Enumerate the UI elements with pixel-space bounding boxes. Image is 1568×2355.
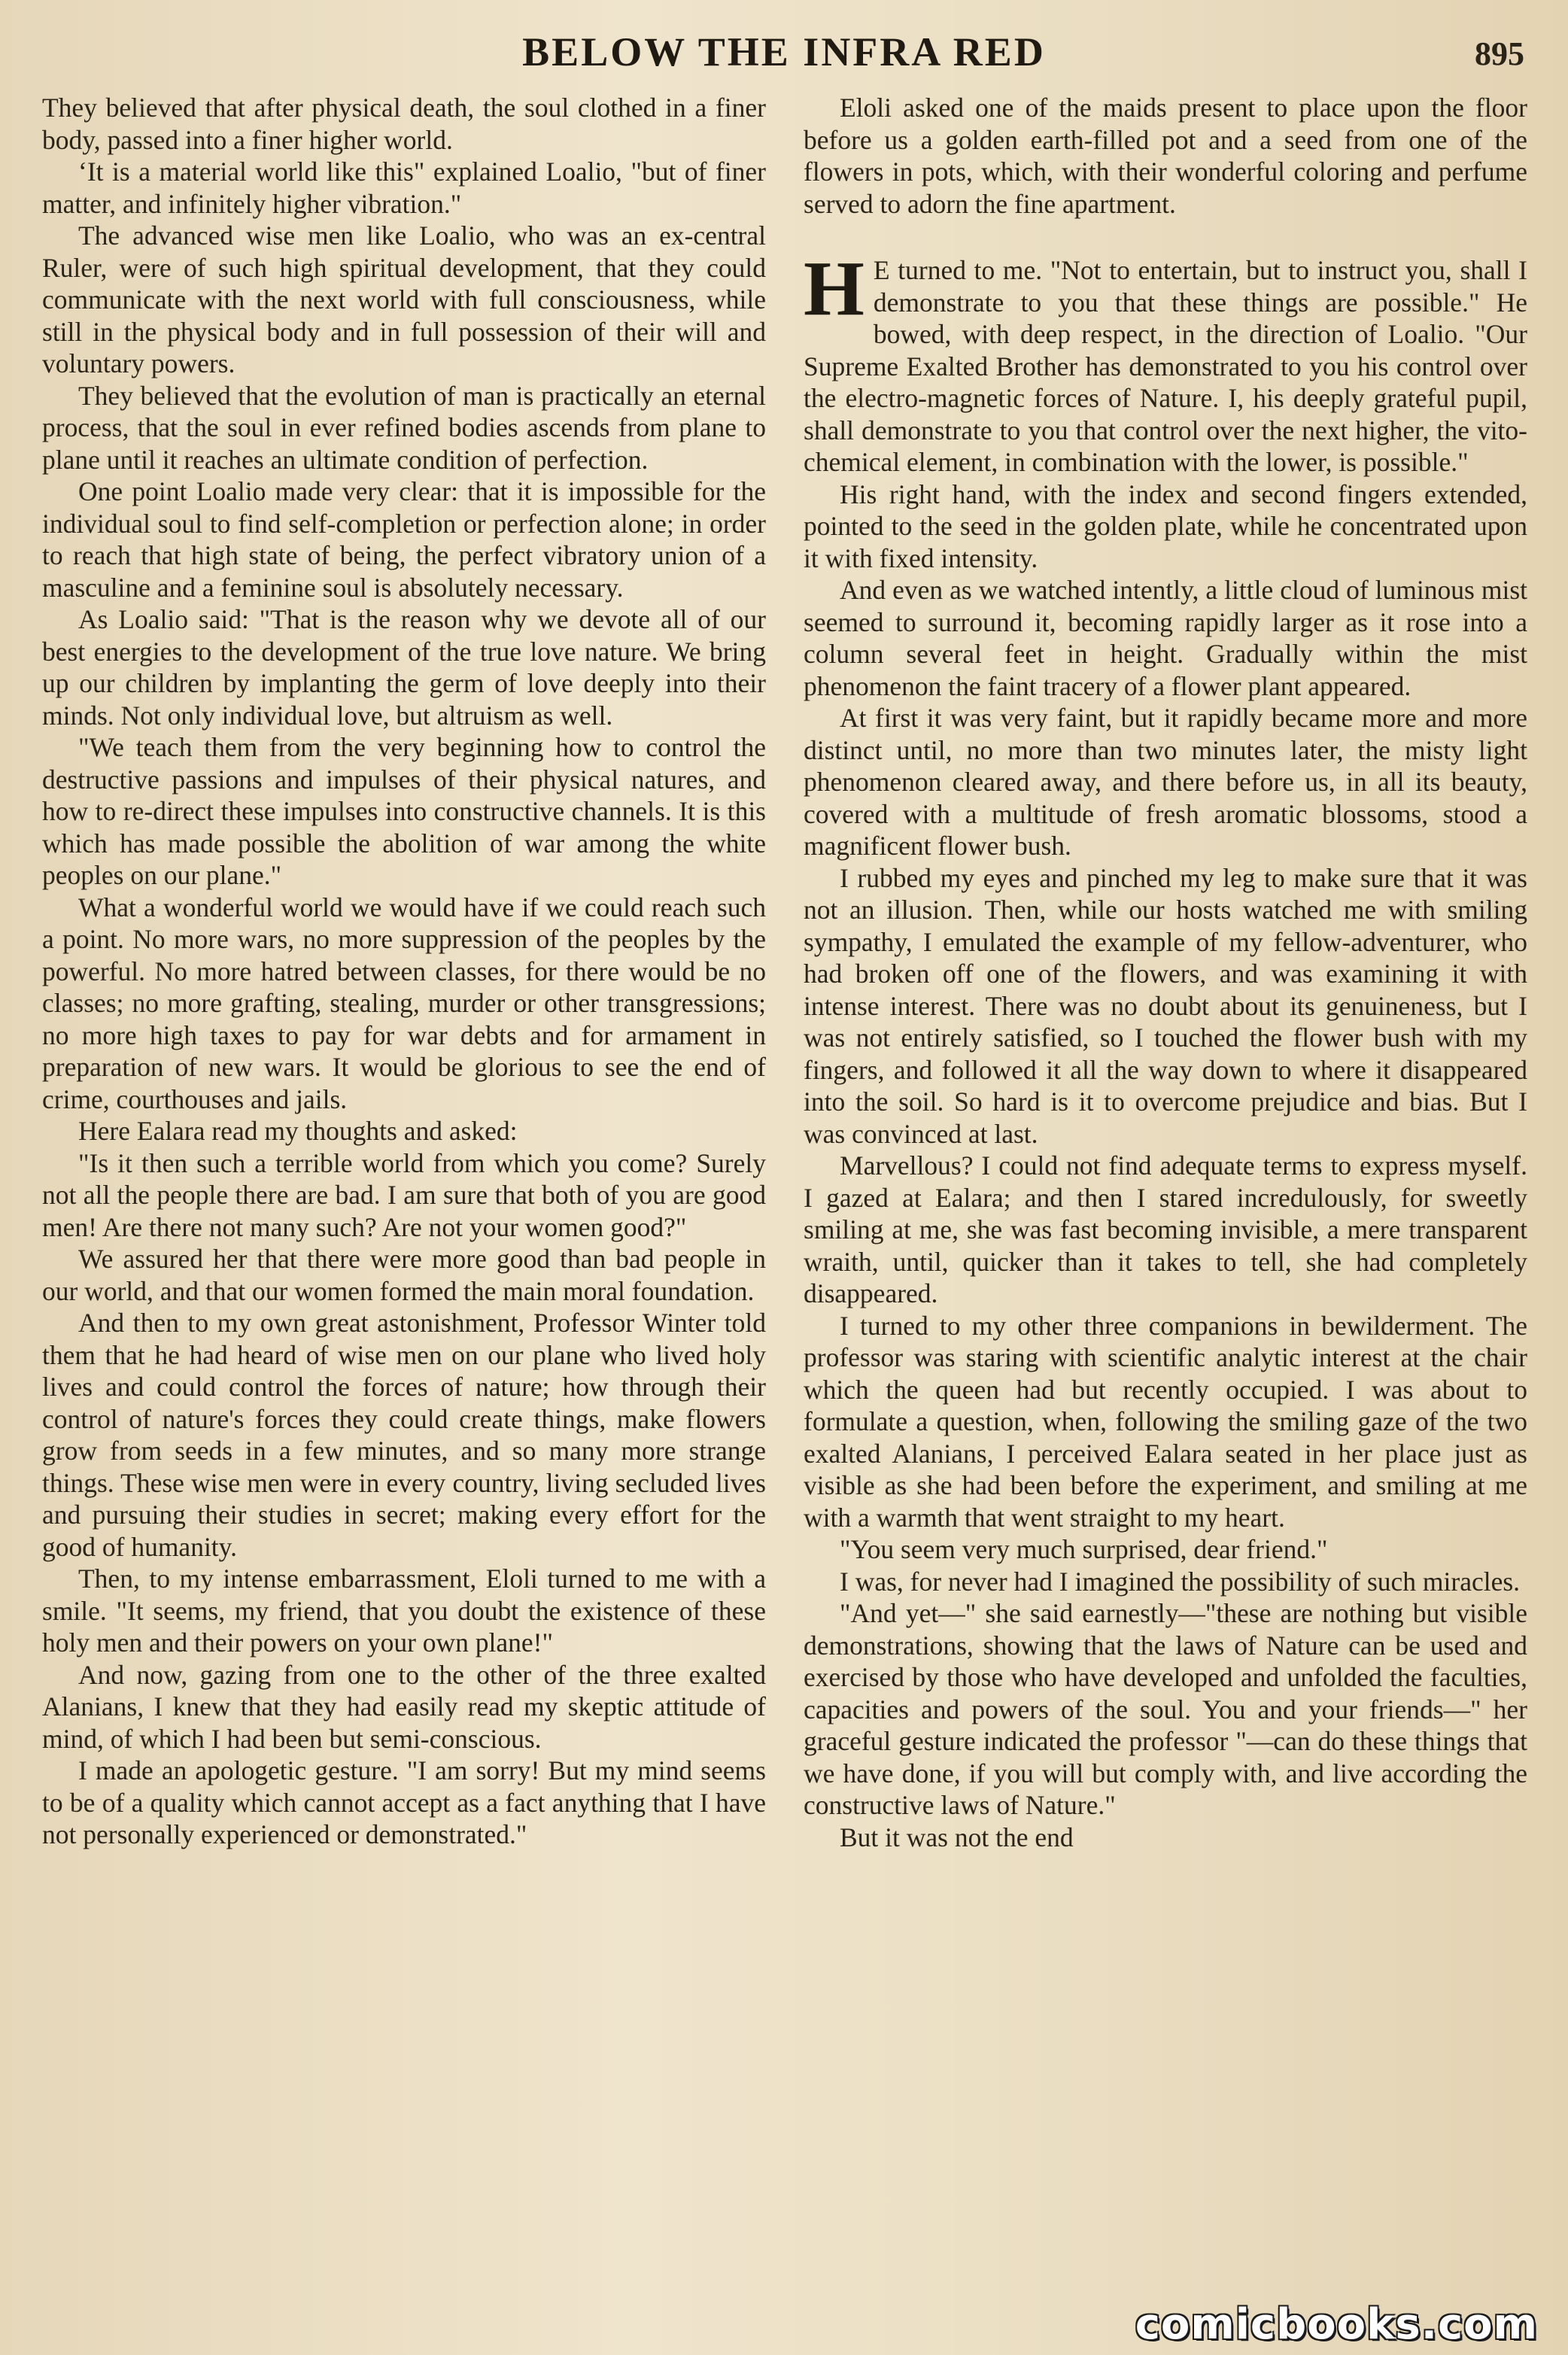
drop-cap-text: E turned to me. "Not to entertain, but to instruct you, shall I demonstrate to you that these things are possible." He bowed, with deep respect, in the direction of Loalio. "Our Supreme Exalted Brother has demonstrated to you his control over the electro-magnetic forces of Nature. I, his deeply grateful pupil, shall demonstrate to you that control over the next higher, the vito-chemical element, in combination with the lower, is possible.": [804, 255, 1527, 477]
paragraph: Marvellous? I could not find adequate terms to express myself. I gazed at Ealara; and then I stared incredulously, for sweetly smiling at me, she was fast becoming invisible, a mere transparent wraith, until, quicker than it takes to tell, she had completely disappeared.: [804, 1150, 1527, 1308]
watermark-logo: comicbooks.com: [1135, 2300, 1538, 2349]
paragraph: They believed that after physical death, the soul clothed in a finer body, passed into a finer higher world.: [42, 93, 766, 155]
paragraph: Then, to my intense embarrassment, Eloli turned to me with a smile. "It seems, my friend, that you doubt the existence of these holy men and their powers on your own plane!": [42, 1563, 766, 1658]
paragraph: They believed that the evolution of man is practically an eternal process, that the soul in ever refined bodies ascends from plane to plane until it reaches an ultimate condition of perfection.: [42, 380, 766, 475]
paragraph: At first it was very faint, but it rapidly became more and more distinct until, no more than two minutes later, the misty light phenomenon cleared away, and there before us, in all its beauty, covered with a multitude of fresh aromatic blossoms, stood a magnificent flower bush.: [804, 703, 1527, 861]
paragraph: But it was not the end: [840, 1822, 1074, 1852]
left-column: [42, 92, 766, 2334]
paragraph: And even as we watched intently, a little cloud of luminous mist seemed to surround it, becoming rapidly larger as it rose into a column several feet in height. Gradually within the mist phenomenon the faint tracery of a flower plant appeared.: [804, 575, 1527, 701]
paragraph: I rubbed my eyes and pinched my leg to make sure that it was not an illusion. Then, while our hosts watched me with smiling sympathy, I emulated the example of my fellow-adventurer, who had broken off one of the flowers, and was examining it with intense interest. There was no doubt about its genuineness, but I was not entirely satisfied, so I touched the flower bush with my fingers, and followed it all the way down to where it disappeared into the soil. So hard is it to overcome prejudice and bias. But I was convinced at last.: [804, 862, 1527, 1149]
paragraph: The advanced wise men like Loalio, who was an ex-central Ruler, were of such high spiritual development, that they could communicate with the next world with full consciousness, while still in the physical body and in full possession of their will and voluntary powers.: [42, 220, 766, 378]
running-title: BELOW THE INFRA RED: [522, 29, 1046, 74]
paragraph: I turned to my other three companions in bewilderment. The professor was staring with scientific analytic interest at the chair which the queen had but recently occupied. I was about to formulate a question, when, following the smiling gaze of the two exalted Alanians, I perceived Ealara seated in her place just as visible as she had been before the experiment, and smiling at me with a warmth that went straight to my heart.: [804, 1310, 1527, 1533]
drop-cap: H: [804, 245, 865, 332]
paragraph: What a wonderful world we would have if we could reach such a point. No more wars, no more suppression of the peoples by the powerful. No more hatred between classes, for there would be no classes; no more grafting, stealing, murder or other transgressions; no more high taxes to pay for war debts and for armament in preparation of new wars. It would be glorious to see the end of crime, courthouses and jails.: [42, 892, 766, 1114]
right-column: [804, 92, 1527, 2334]
paragraph: "And yet—" she said earnestly—"these are nothing but visible demonstrations, showing that the laws of Nature can be used and exercised by those who have developed and unfolded the faculties, capacities and powers of the soul. You and your friends—" her graceful gesture indicated the professor "—can do these things that we have done, if you will but comply with, and live according the constructive laws of Nature.": [804, 1598, 1527, 1820]
paragraph: ‘It is a material world like this" explained Loalio, "but of finer matter, and infinitely higher vibration.": [42, 156, 766, 219]
paragraph: Here Ealara read my thoughts and asked:: [78, 1116, 518, 1146]
paragraph: And then to my own great astonishment, Professor Winter told them that he had heard of wise men on our plane who lived holy lives and could control the forces of nature; how through their control of nature's forces they could create things, make flowers grow from seeds in a few minutes, and so many more strange things. These wise men were in every country, living secluded lives and pursuing their studies in secret; making every effort for the good of humanity.: [42, 1308, 766, 1562]
paragraph: "You seem very much surprised, dear friend.": [840, 1534, 1328, 1564]
page-header: [0, 29, 1568, 89]
paragraph: "We teach them from the very beginning how to control the destructive passions and impulses of their physical natures, and how to re-direct these impulses into constructive channels. It is this which has made possible the abolition of war among the white peoples on our plane.": [42, 732, 766, 890]
paragraph: I was, for never had I imagined the possibility of such miracles.: [840, 1566, 1521, 1597]
paragraph: "Is it then such a terrible world from which you come? Surely not all the people there are bad. I am sure that both of you are good men! Are there not many such? Are not your women good?": [42, 1147, 766, 1242]
section-opening-paragraph: [804, 245, 1527, 479]
paragraph: And now, gazing from one to the other of the three exalted Alanians, I knew that they had easily read my skeptic attitude of mind, of which I had been but semi-conscious.: [42, 1659, 766, 1754]
paragraph: We assured her that there were more good than bad people in our world, and that our women formed the main moral foundation.: [42, 1244, 766, 1306]
paragraph: I made an apologetic gesture. "I am sorry! But my mind seems to be of a quality which cannot accept as a fact anything that I have not personally experienced or demonstrated.": [42, 1755, 766, 1849]
page-number: 895: [1475, 35, 1524, 72]
paragraph: As Loalio said: "That is the reason why we devote all of our best energies to the development of the true love nature. We bring up our children by implanting the germ of love deeply into their minds. Not only individual love, but altruism as well.: [42, 604, 766, 731]
paragraph: Eloli asked one of the maids present to place upon the floor before us a golden earth-filled pot and a seed from one of the flowers in pots, which, with their wonderful coloring and perfume served to adorn the fine apartment.: [804, 93, 1527, 219]
paragraph: His right hand, with the index and second fingers extended, pointed to the seed in the golden plate, while he concentrated upon it with fixed intensity.: [804, 479, 1527, 573]
paragraph: One point Loalio made very clear: that it is impossible for the individual soul to find self-completion or perfection alone; in order to reach that high state of being, the perfect vibratory union of a masculine and a feminine soul is absolutely necessary.: [42, 476, 766, 603]
